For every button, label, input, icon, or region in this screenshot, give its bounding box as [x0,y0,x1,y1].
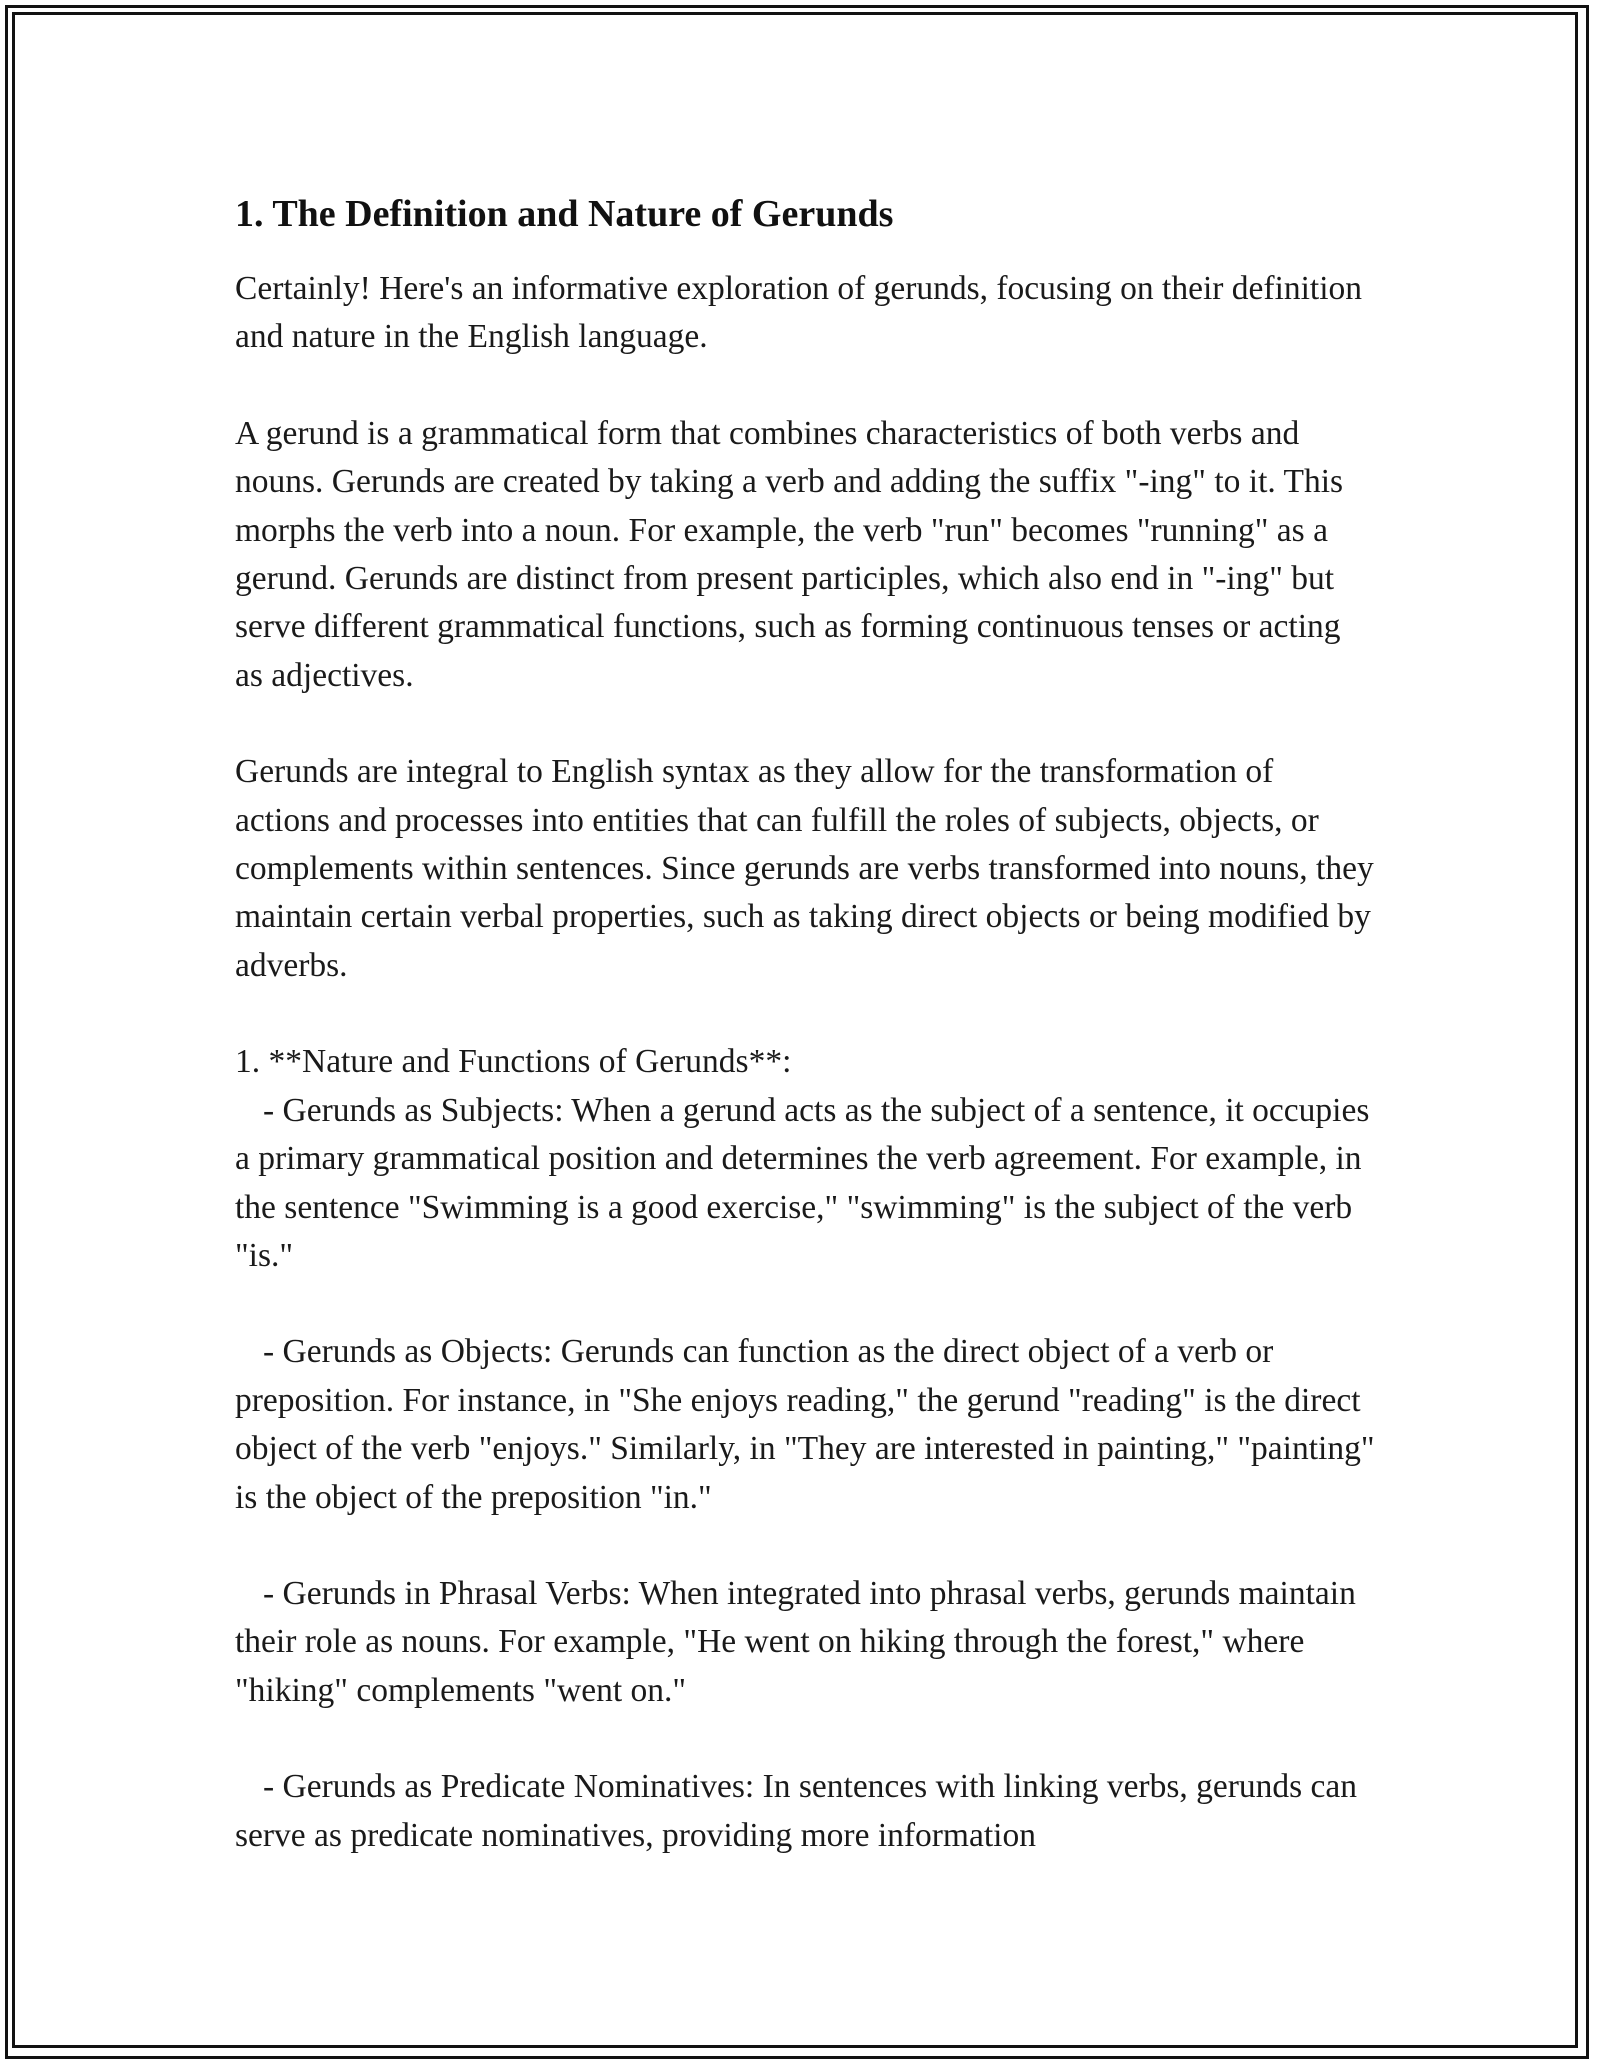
paragraph-syntax: Gerunds are integral to English syntax as they allow for the transformation of actions and processes into entities that can fulfill the roles of subjects, objects, or complements within sentences. Since gerunds are verbs transformed into nouns, they maintain certain verbal properties, such as taking direct objects or being modified by adverbs. [235,753,1374,984]
list-item-phrasal-verbs: - Gerunds in Phrasal Verbs: When integrated into phrasal verbs, gerunds maintain their role as nouns. For example, "He went on hiking through the forest," where "hiking" complements "went on." [235,1574,1356,1709]
paragraph-definition: A gerund is a grammatical form that combines characteristics of both verbs and nouns. Gerunds are created by taking a verb and adding the suffix "-ing" to it. This morphs the verb into a noun. For example, the verb "run" becomes "running" as a gerund. Gerunds are distinct from present participles, which also end in "-ing" but serve different grammatical functions, such as forming continuous tenses or acting as adjectives. [235,414,1344,694]
document-body [235,185,1375,1860]
paragraph-intro: Certainly! Here's an informative exploration of gerunds, focusing on their definition and nature in the English language. [235,270,1363,356]
list-item-objects: - Gerunds as Objects: Gerunds can function as the direct object of a verb or preposition. For instance, in "She enjoys reading," the gerund "reading" is the direct object of the verb "enjoys." Similarly, in "They are interested in painting," "painting" is the object of the preposition "in." [235,1333,1375,1516]
list-heading: 1. **Nature and Functions of Gerunds**: [235,1043,792,1081]
list-item-predicate-nominatives: - Gerunds as Predicate Nominatives: In sentences with linking verbs, gerunds can serve as predicate nominatives, providing more information [235,1768,1358,1854]
section-title: 1. The Definition and Nature of Gerunds [235,193,894,235]
list-item-subjects: - Gerunds as Subjects: When a gerund acts as the subject of a sentence, it occupies a primary grammatical position and determines the verb agreement. For example, in the sentence "Swimming is a good exercise," "swimming" is the subject of the verb "is." [235,1091,1370,1274]
